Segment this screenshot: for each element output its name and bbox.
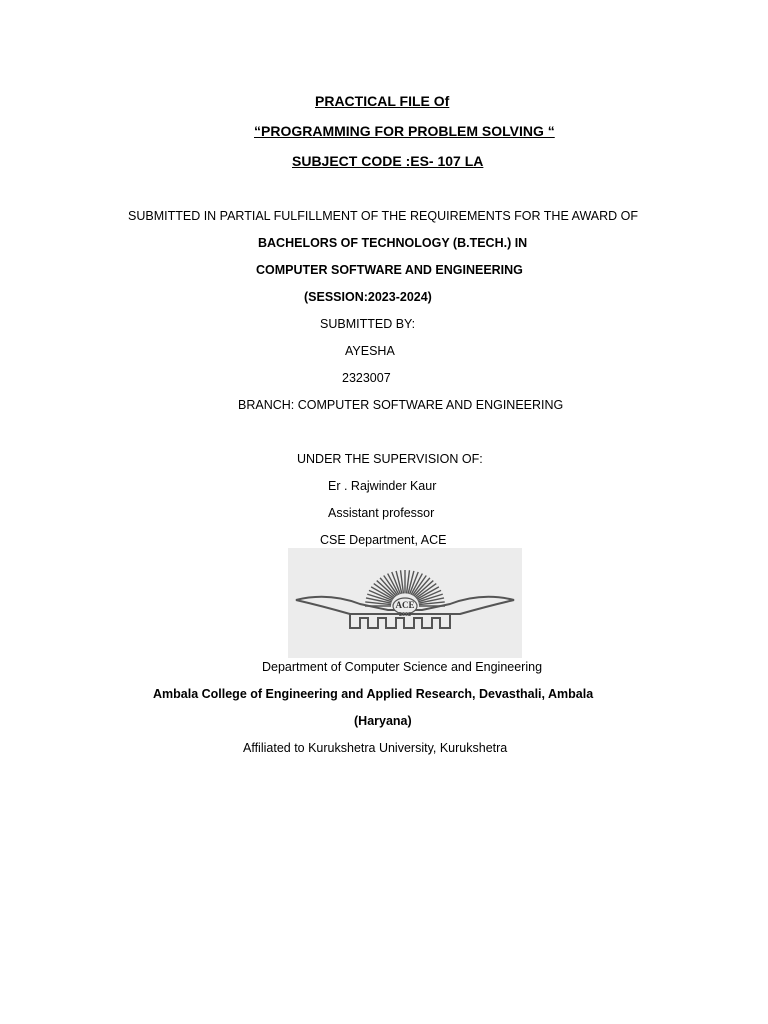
supervisor-department: CSE Department, ACE xyxy=(320,533,447,547)
supervisor-name: Er . Rajwinder Kaur xyxy=(328,479,437,493)
supervisor-designation: Assistant professor xyxy=(328,506,435,520)
student-name: AYESHA xyxy=(345,344,395,358)
college-name: Ambala College of Engineering and Applied Research, Devasthali, Ambala xyxy=(153,687,594,701)
logo-year: 2002 xyxy=(399,612,411,618)
subject-name-heading: “PROGRAMMING FOR PROBLEM SOLVING “ xyxy=(254,123,555,139)
state-line: (Haryana) xyxy=(354,714,412,728)
roll-number: 2323007 xyxy=(342,371,391,385)
practical-file-heading: PRACTICAL FILE Of xyxy=(315,93,450,109)
session-line: (SESSION:2023-2024) xyxy=(304,290,432,304)
college-logo xyxy=(288,548,522,658)
affiliation-line: Affiliated to Kurukshetra University, Kurukshetra xyxy=(243,741,508,755)
program-line: COMPUTER SOFTWARE AND ENGINEERING xyxy=(256,263,523,277)
department-line: Department of Computer Science and Engineering xyxy=(262,660,543,674)
degree-line: BACHELORS OF TECHNOLOGY (B.TECH.) IN xyxy=(258,236,528,250)
branch-line: BRANCH: COMPUTER SOFTWARE AND ENGINEERING xyxy=(238,398,564,412)
submitted-by-label: SUBMITTED BY: xyxy=(320,317,416,331)
submission-statement: SUBMITTED IN PARTIAL FULFILLMENT OF THE REQUIREMENTS FOR THE AWARD OF xyxy=(128,209,639,223)
supervision-label: UNDER THE SUPERVISION OF: xyxy=(297,452,483,466)
subject-code-heading: SUBJECT CODE :ES- 107 LA xyxy=(292,153,484,169)
logo-text: ACE xyxy=(395,600,415,610)
ace-logo-icon xyxy=(288,548,522,658)
